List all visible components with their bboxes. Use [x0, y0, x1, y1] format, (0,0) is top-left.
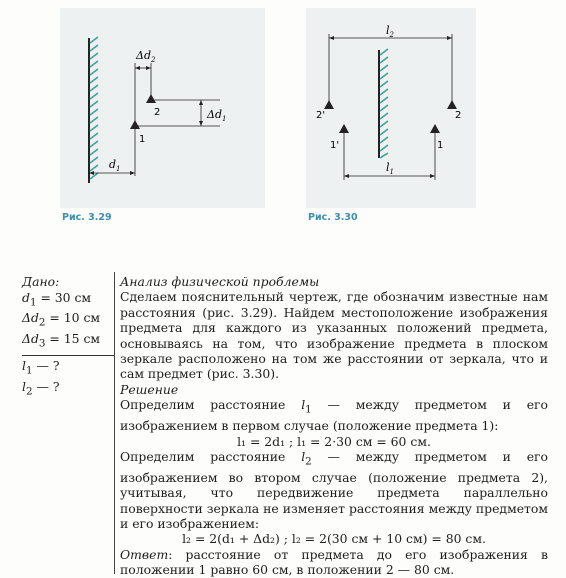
given-separator: [22, 355, 114, 356]
label-point-2: 2: [154, 107, 161, 118]
label-l1: $l_1$: [386, 161, 394, 176]
analysis-paragraph: Сделаем пояснительный чертеж, где обозначим известные нам расстояния (рис. 3.29). Найдем местоположение изображения предмета для каждого из указанных положений предмета, основываясь на том, что изображение предмета в плоском зеркале расположено на том же расстоянии от зеркала, что и сам предмет (рис. 3.30).: [120, 289, 548, 382]
caption-fig-3-29: Рис. 3.29: [62, 212, 112, 223]
find-l2: $l_2$ — ?: [22, 379, 60, 398]
answer-paragraph: Ответ: расстояние от предмета до его изображения в положении 1 равно 60 см, в положении 2 — 80 см.: [120, 546, 548, 578]
given-d1: $d_1 = 30$ см: [22, 289, 92, 308]
solution-paragraph-2: Определим расстояние $l_2$ — между предметом и его изображением во втором случае (положение предмета 2), учитывая, что передвижение предмета параллельно поверхности зеркала не изменяет расстояния между предметом и его изображением:: [120, 448, 548, 532]
find-l1: $l_1$ — ?: [22, 358, 60, 377]
solution-text: [120, 274, 548, 578]
figure-3-29-drawing: [60, 8, 265, 208]
caption-fig-3-30: Рис. 3.30: [308, 212, 358, 223]
column-divider: [114, 272, 115, 574]
label-point-2-prime: 2': [316, 110, 326, 121]
label-point-1: 1: [139, 134, 146, 145]
given-delta-d2: $\Delta d_2 = 10$ см: [22, 310, 101, 329]
formula-l2: l₂ = 2(d₁ + Δd₂) ; l₂ = 2(30 см + 10 см) = 80 см.: [182, 531, 486, 547]
label-delta-d1: $\Delta d_1$: [207, 108, 227, 123]
label-point-1: 1: [437, 140, 444, 151]
figure-3-29: [60, 8, 265, 208]
formula-l1: l₁ = 2d₁ ; l₁ = 2·30 см = 60 см.: [237, 433, 431, 449]
analysis-title: Анализ физической проблемы: [120, 274, 320, 289]
figure-3-30: [306, 8, 476, 208]
given-header: Дано:: [22, 274, 60, 289]
given-block: [22, 274, 112, 400]
label-point-1-prime: 1': [330, 140, 340, 151]
solution-title: Решение: [120, 381, 179, 397]
label-delta-d2: $\Delta d_2$: [136, 49, 156, 64]
given-delta-d3: $\Delta d_3 = 15$ см: [22, 331, 101, 350]
label-l2: $l_2$: [386, 24, 394, 39]
figure-3-30-drawing: [306, 8, 476, 208]
label-point-2: 2: [455, 110, 462, 121]
label-d1: $d_1$: [109, 158, 121, 173]
solution-paragraph-1: Определим расстояние $l_1$ — между предметом и его изображением в первом случае (положение предмета 1):: [120, 397, 548, 434]
